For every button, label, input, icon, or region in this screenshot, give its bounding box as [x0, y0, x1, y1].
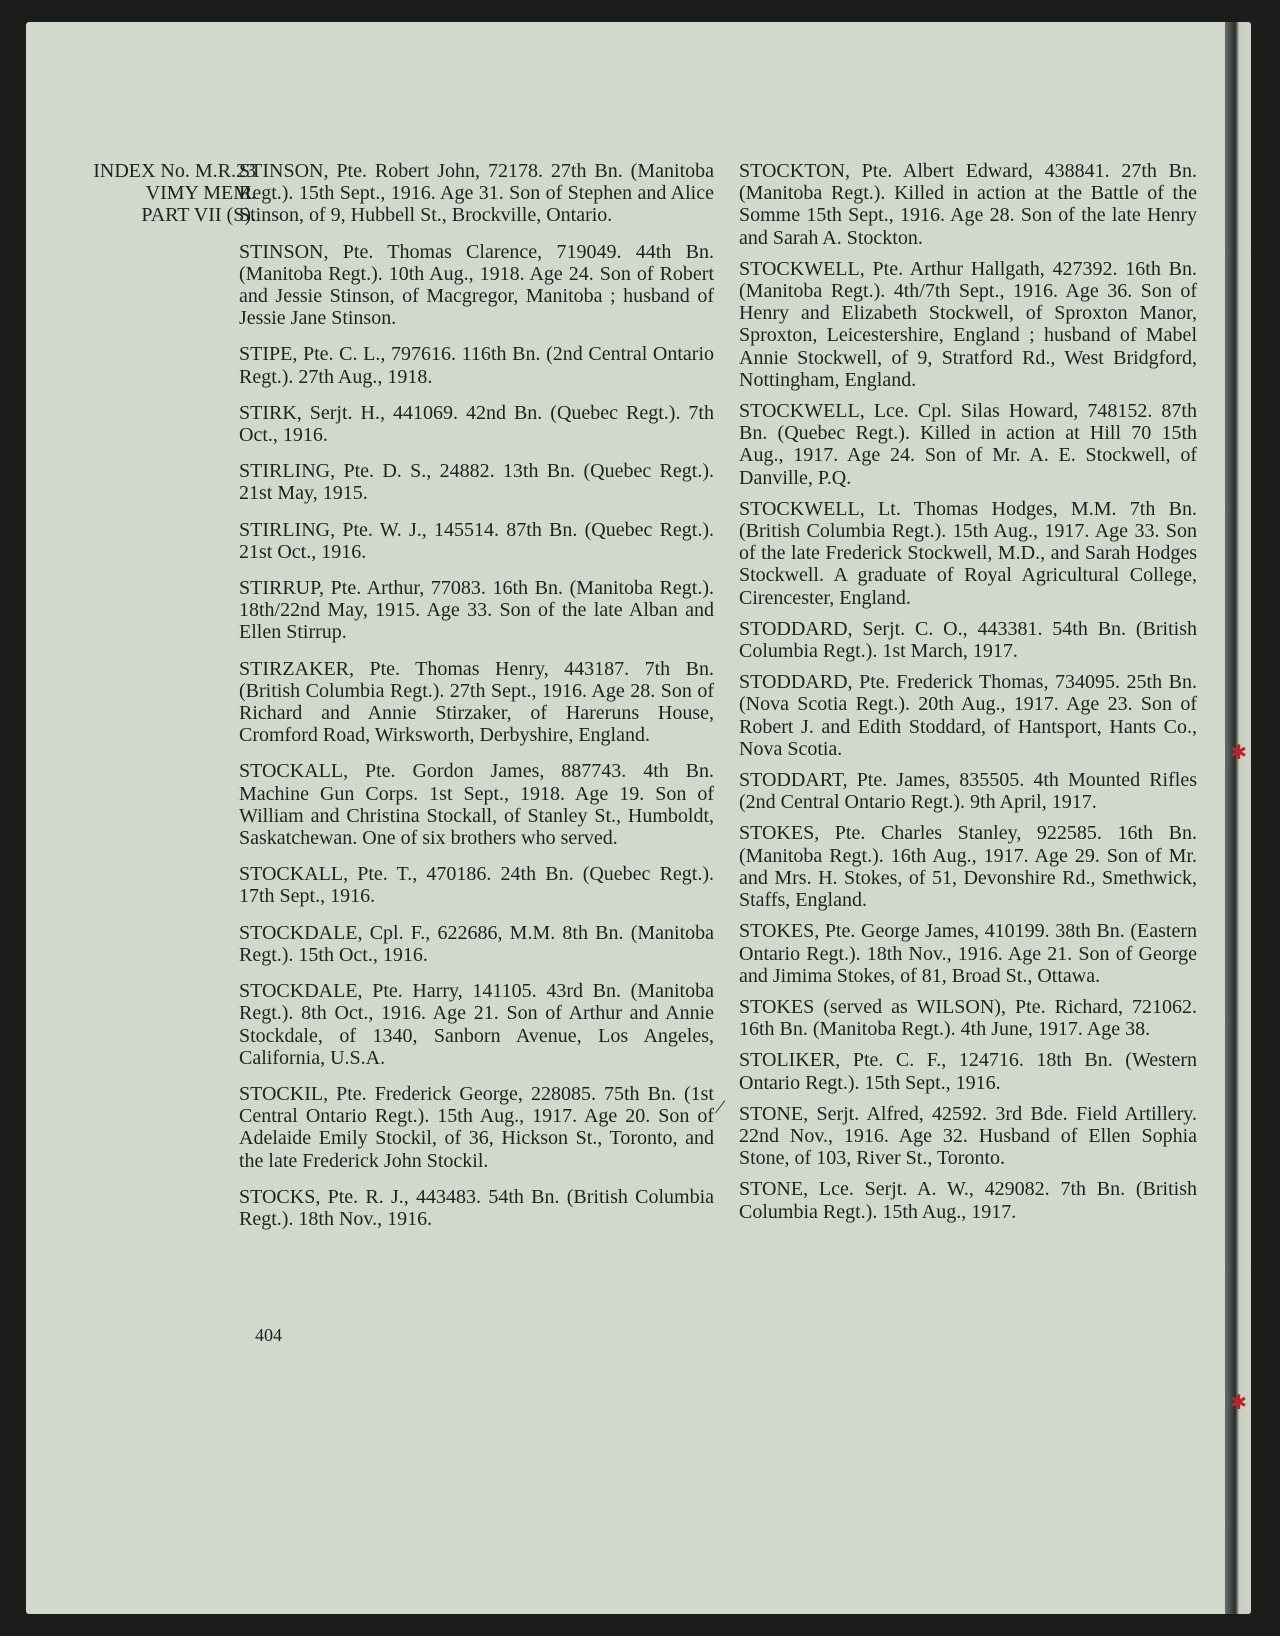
entry-item: STOCKWELL, Lce. Cpl. Silas Howard, 748152. 87th Bn. (Quebec Regt.). Killed in action at Hill 70 15th Aug., 1917. Age 24. Son of Mr. A. E. Stockwell, of Danville, P.Q.: [739, 400, 1197, 489]
margin-asterisk-icon: ✱: [1230, 742, 1247, 764]
entry-item: STODDARD, Pte. Frederick Thomas, 734095. 25th Bn. (Nova Scotia Regt.). 20th Aug., 1917. Age 23. Son of Robert J. and Edith Stoddard, of Hantsport, Hants Co., Nova Scotia.: [739, 671, 1197, 760]
entry-item: STIRLING, Pte. W. J., 145514. 87th Bn. (Quebec Regt.). 21st Oct., 1916.: [239, 518, 714, 563]
entry-item: STOKES, Pte. Charles Stanley, 922585. 16th Bn. (Manitoba Regt.). 16th Aug., 1917. Age 29. Son of Mr. and Mrs. H. Stokes, of 51, Devonshire Rd., Smethwick, Staffs, England.: [739, 822, 1197, 912]
entry-item: STOCKDALE, Pte. Harry, 141105. 43rd Bn. (Manitoba Regt.). 8th Oct., 1916. Age 21. Son of Arthur and Annie Stockdale, of 1340, Sanborn Avenue, Los Angeles, California, U.S.A.: [239, 980, 714, 1069]
index-header: [34, 160, 256, 226]
entry-item: STOKES, Pte. George James, 410199. 38th Bn. (Eastern Ontario Regt.). 18th Nov., 1916. Age 21. Son of George and Jimima Stokes, of 81, Broad St., Ottawa.: [739, 920, 1197, 987]
entry-item: STONE, Serjt. Alfred, 42592. 3rd Bde. Field Artillery. 22nd Nov., 1916. Age 32. Husband of Ellen Sophia Stone, of 103, River St., Toronto.: [739, 1102, 1197, 1170]
left-column: [239, 160, 714, 1244]
entry-item: STIRLING, Pte. D. S., 24882. 13th Bn. (Quebec Regt.). 21st May, 1915.: [239, 460, 714, 505]
document-page: [26, 22, 1251, 1614]
margin-asterisk-icon: ✱: [1230, 1392, 1247, 1414]
entry-item: STODDARD, Serjt. C. O., 443381. 54th Bn. (British Columbia Regt.). 1st March, 1917.: [739, 617, 1197, 663]
book-spine: [1225, 22, 1251, 1614]
entry-item: STIPE, Pte. C. L., 797616. 116th Bn. (2nd Central Ontario Regt.). 27th Aug., 1918.: [239, 343, 714, 388]
entry-item: STODDART, Pte. James, 835505. 4th Mounted Rifles (2nd Central Ontario Regt.). 9th April, 1917.: [739, 769, 1197, 814]
entry-item: STOCKTON, Pte. Albert Edward, 438841. 27th Bn. (Manitoba Regt.). Killed in action at the Battle of the Somme 15th Sept., 1916. Age 28. Son of the late Henry and Sarah A. Stockton.: [739, 160, 1197, 249]
entry-item: STOCKIL, Pte. Frederick George, 228085. 75th Bn. (1st Central Ontario Regt.). 15th Aug., 1917. Age 20. Son of Adelaide Emily Stockil, of 36, Hickson St., Toronto, and the late Frederick John Stockil.: [239, 1082, 714, 1172]
entry-item: STINSON, Pte. Thomas Clarence, 719049. 44th Bn. (Manitoba Regt.). 10th Aug., 1918. Age 24. Son of Robert and Jessie Stinson, of Macgregor, Manitoba ; husband of Jessie Jane Stinson.: [239, 240, 714, 330]
entry-item: STIRRUP, Pte. Arthur, 77083. 16th Bn. (Manitoba Regt.). 18th/22nd May, 1915. Age 33. Son of the late Alban and Ellen Stirrup.: [239, 577, 714, 644]
entry-item: STOCKS, Pte. R. J., 443483. 54th Bn. (British Columbia Regt.). 18th Nov., 1916.: [239, 1185, 714, 1230]
entry-item: STOCKDALE, Cpl. F., 622686, M.M. 8th Bn. (Manitoba Regt.). 15th Oct., 1916.: [239, 921, 714, 966]
right-column: [739, 160, 1197, 1232]
entry-item: STOCKALL, Pte. T., 470186. 24th Bn. (Quebec Regt.). 17th Sept., 1916.: [239, 863, 714, 908]
pencil-stroke-mark: /: [713, 1093, 727, 1120]
part-label: PART VII (S).: [141, 204, 256, 226]
entry-item: STOCKWELL, Pte. Arthur Hallgath, 427392. 16th Bn. (Manitoba Regt.). 4th/7th Sept., 1916. Age 36. Son of Henry and Elizabeth Stockwell, of Sproxton Manor, Sproxton, Leicestershire, England ; husband of Mabel Annie Stockwell, of 9, Stratford Rd., West Bridgford, Nottingham, England.: [739, 257, 1197, 391]
entry-item: STONE, Lce. Serjt. A. W., 429082. 7th Bn. (British Columbia Regt.). 15th Aug., 1917.: [739, 1178, 1197, 1223]
page-number: 404: [255, 1325, 282, 1345]
memorial-name: VIMY MEM.: [145, 182, 256, 204]
entry-item: STIRZAKER, Pte. Thomas Henry, 443187. 7th Bn. (British Columbia Regt.). 27th Sept., 1916. Age 28. Son of Richard and Annie Stirzaker, of Hareruns House, Cromford Road, Wirksworth, Derbyshire, England.: [239, 657, 714, 747]
entry-item: STOCKWELL, Lt. Thomas Hodges, M.M. 7th Bn. (British Columbia Regt.). 15th Aug., 1917. Age 33. Son of the late Frederick Stockwell, M.D., and Sarah Hodges Stockwell. A graduate of Royal Agricultural College, Cirencester, England.: [739, 497, 1197, 609]
entry-item: STOCKALL, Pte. Gordon James, 887743. 4th Bn. Machine Gun Corps. 1st Sept., 1918. Age 19. Son of William and Christina Stockall, of Stanley St., Humboldt, Saskatchewan. One of six brothers who served.: [239, 760, 714, 850]
entry-item: STOKES (served as WILSON), Pte. Richard, 721062. 16th Bn. (Manitoba Regt.). 4th June, 1917. Age 38.: [739, 995, 1197, 1041]
entry-item: STOLIKER, Pte. C. F., 124716. 18th Bn. (Western Ontario Regt.). 15th Sept., 1916.: [739, 1049, 1197, 1094]
index-number: INDEX No. M.R.23: [93, 160, 256, 182]
entry-item: STIRK, Serjt. H., 441069. 42nd Bn. (Quebec Regt.). 7th Oct., 1916.: [239, 401, 714, 447]
entry-item: STINSON, Pte. Robert John, 72178. 27th Bn. (Manitoba Regt.). 15th Sept., 1916. Age 31. Son of Stephen and Alice Stinson, of 9, Hubbell St., Brockville, Ontario.: [239, 160, 714, 227]
